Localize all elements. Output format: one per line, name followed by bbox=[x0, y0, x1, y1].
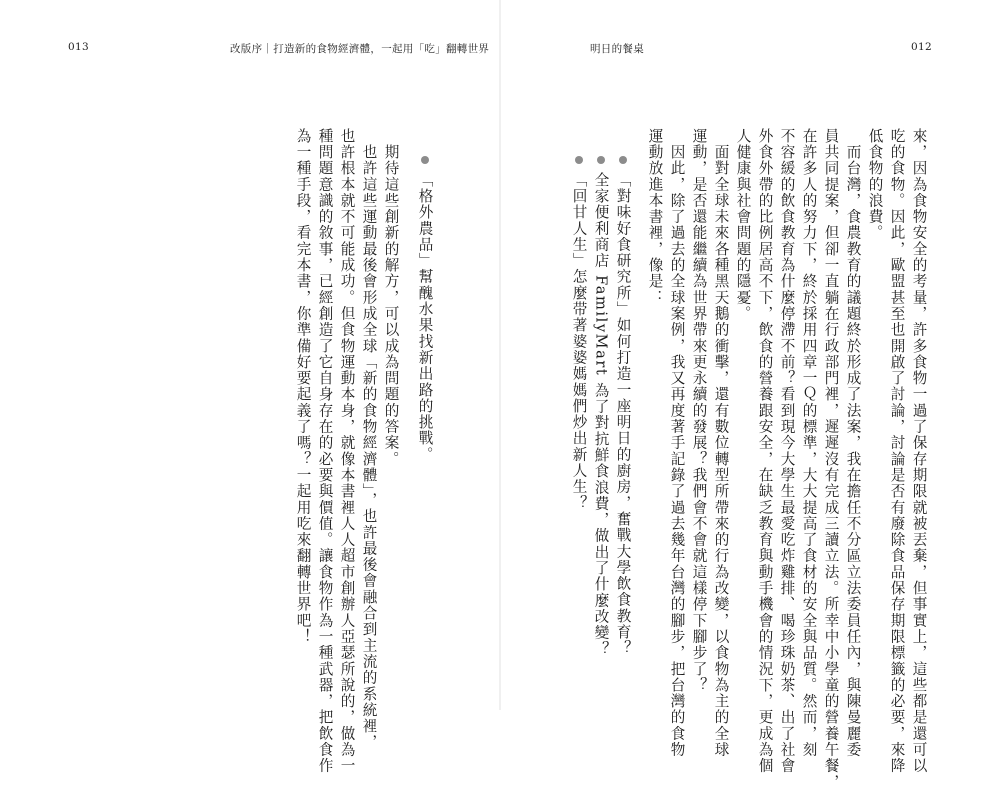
bullet-dot bbox=[421, 156, 429, 164]
bullet-item: 「回甘人生」怎麼带著婆婆媽媽們炒出新人生？ bbox=[570, 172, 588, 512]
text-column: 面對全球未來各種黑天鵝的衝擊，還有數位轉型所帶來的行為改變，以食物為主的全球 bbox=[712, 128, 730, 758]
text-column: 人健康與社會問題的隱憂。 bbox=[734, 128, 752, 322]
text-column: 期待這些創新的解方，可以成為問題的答案。 bbox=[382, 128, 400, 468]
right-running-head: 明日的餐桌 bbox=[590, 43, 644, 55]
text-column: 低食物的浪費。 bbox=[866, 128, 884, 242]
text-column: 在許多人的努力下，終於採用四章一Ｑ的標準，大大提高了食材的安全與品質。然而，刻 bbox=[800, 128, 818, 758]
text-column: 運動放進本書裡，像是： bbox=[646, 128, 664, 306]
bullet-dot bbox=[619, 156, 627, 164]
text-column: 也許根本就不可能成功。但食物運動本身，就像本書裡人人超市創辦人亞瑟所說的，做為一 bbox=[338, 128, 356, 774]
text-column: 不容緩的飲食教育為什麼停滯不前？看到現今大學生最愛吃炸雞排、喝珍珠奶茶、出了社會 bbox=[778, 128, 796, 774]
text-column: 吃的食物。因此，歐盟甚至也開啟了討論，討論是否有廢除食品保存期限標籤的必要，來降 bbox=[888, 128, 906, 774]
text-column: 來，因為食物安全的考量，許多食物一過了保存期限就被丟棄，但事實上，這些都是還可以 bbox=[910, 128, 928, 774]
left-running-head: 改版序｜打造新的食物經濟體，一起用「吃」翻轉世界 bbox=[230, 43, 490, 55]
text-column: 外食外帶的比例居高不下，飲食的營養跟安全，在缺乏教育與動手機會的情況下，更成為個 bbox=[756, 128, 774, 774]
bullet-dot bbox=[575, 156, 583, 164]
text-column: 因此，除了過去的全球案例，我又再度著手記錄了過去幾年台灣的腳步，把台灣的食物 bbox=[668, 128, 686, 758]
bullet-item: 「對味好食研究所」如何打造一座明日的廚房，奮戰大學飲食教育？ bbox=[614, 172, 632, 657]
text-column: 運動，是否還能繼續為世界帶來更永續的發展？我們會不會就這樣停下腳步了？ bbox=[690, 128, 708, 694]
left-page-number: 013 bbox=[68, 41, 89, 53]
text-column: 而台灣，食農教育的議題終於形成了法案，我在擔任不分區立法委員任內，與陳曼麗委 bbox=[844, 128, 862, 758]
text-column: 種問題意識的敘事，已經創造了它自身存在的必要與價值。讓食物作為一種武器，把飲食作 bbox=[316, 128, 334, 774]
bullet-item: 「格外農品」幫醜水果找新出路的挑戰。 bbox=[416, 172, 434, 463]
text-column: 為一種手段，看完本書，你準備好要起義了嗎？一起用吃來翻轉世界吧！ bbox=[294, 128, 312, 645]
bullet-item: 全家便利商店 FamilyMart 為了對抗鮮食浪費，做出了什麼改變？ bbox=[592, 172, 610, 658]
text-column: 也許這些運動最後會形成全球「新的食物經濟體」，也許最後會融合到主流的系統裡， bbox=[360, 128, 378, 751]
text-column: 員共同提案，但卻一直躺在行政部門裡，遲遲沒有完成三讀立法。所幸中小學童的營養午餐， bbox=[822, 128, 840, 790]
right-page-number: 012 bbox=[911, 41, 932, 53]
bullet-dot bbox=[597, 156, 605, 164]
page-gutter bbox=[499, 0, 501, 710]
